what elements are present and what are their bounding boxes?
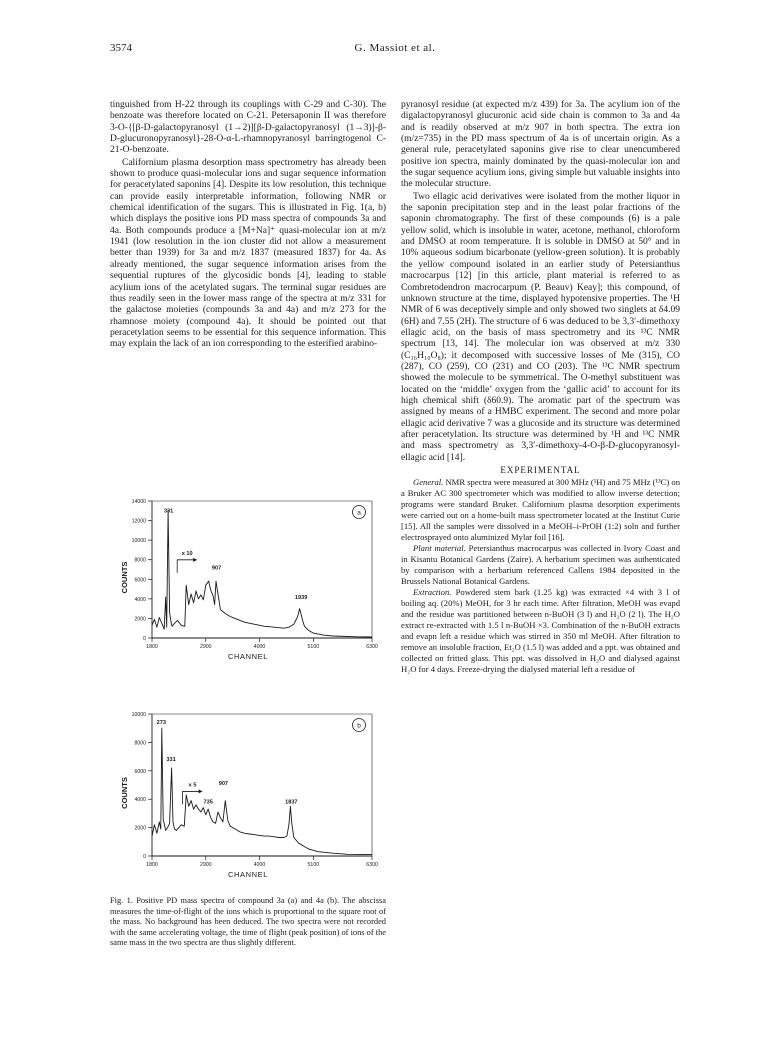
page-number: 3574	[110, 42, 132, 54]
figure-1a	[110, 493, 386, 668]
y-tick-label: 0	[143, 636, 146, 642]
panel-label: a	[357, 509, 361, 517]
x-tick-label: 1800	[146, 644, 158, 650]
y-tick-label: 8000	[134, 740, 146, 747]
peak-annotation: 907	[211, 565, 222, 572]
y-tick-label: 10000	[131, 538, 146, 545]
y-axis-label: COUNTS	[120, 561, 129, 594]
y-tick-label: 4000	[134, 797, 146, 804]
experimental-paragraph	[401, 587, 680, 675]
peak-annotation: 907	[218, 781, 229, 787]
y-tick-label: 10000	[131, 712, 146, 718]
x-tick-label: 2900	[200, 644, 212, 650]
body-paragraph: Two ellagic acid derivatives were isolated from the mother liquor in the saponin precipitation step and in the least polar fractions of the saponin chromatography. The first of these compounds (6) is a pale yellow solid, which is insoluble in water, acetone, methanol, chloroform and DMSO at room temperature. It is soluble in DMSO at 50° and in 10% aqueous sodium bicarbonate (yellow-green solution). It is probably the yellow compound isolated in an earlier study of Petersianthus macrocarpus [12] [in this article, plant material is referred to as Combretodendron macrocarpum (P. Beauv) Keay]; this compound, of unknown structure at the time, displayed hypotensive properties. The ¹H NMR of 6 was deceptively simple and only showed two singlets at δ4.09 (6H) and 7.55 (2H). The structure of 6 was deduced to be 3,3′-dimethoxy ellagic acid, on the basis of mass spectrometry and its ¹³C NMR spectrum [13, 14]. The molecular ion was observed at m/z 330 (C₁₆H₁₀O₈); it decomposed with successive losses of Me (315), CO (287), CO (259), CO (231) and CO (203). The ¹³C NMR spectrum showed the molecule to be symmetrical. The O-methyl substituent was located on the ‘middle’ oxygen from the ‘gallic acid’ to account for its high chemical shift (δ60.9). The aromatic part of the spectrum was assigned by means of a HMBC experiment. The second and more polar ellagic acid derivative 7 was a glucoside and its structure was determined after peracetylation. Its structure was determined by ¹H and ¹³C NMR and mass spectrometry as 3,3′-dimethoxy-4-O-β-D-glucopyranosyl-ellagic acid [14].	[401, 191, 680, 463]
experimental-section	[401, 477, 680, 675]
y-tick-label: 6000	[134, 768, 146, 775]
y-tick-label: 14000	[131, 499, 146, 505]
paragraph-text: Petersianthus macrocarpus was collected in Ivory Coast and in Kisantu Botanical Gardens (Zaire). A herbarium specimen was authenticated by comparison with a herbarium referenced Callens 1984 deposited in the Brussels National Botanical Gardens.	[401, 543, 680, 587]
paragraph-text: NMR spectra were measured at 300 MHz (¹H) and 75 MHz (¹³C) on a Bruker AC 300 spectrometer which was modified to allow inverse detection; programs were standard Bruker. Californium plasma desorption experiments were carried out on a home-built mass spectrometer located at the Institut Curie [15]. All the samples were dissolved in a MeOH–i-PrOH (1:2) soln and further electrosprayed onto aluminized Mylar foil [16].	[401, 477, 680, 543]
peak-annotation: 331	[166, 756, 176, 763]
peak-annotation: 1837	[285, 799, 298, 806]
x-tick-label: 6300	[366, 644, 378, 650]
x-axis-label: CHANNEL	[227, 652, 269, 661]
x-tick-label: 1800	[146, 862, 158, 868]
paragraph-label: General.	[413, 477, 444, 488]
figure-caption	[110, 896, 386, 949]
y-tick-label: 2000	[134, 616, 146, 623]
running-head: G. Massiot et al.	[354, 42, 436, 54]
body-paragraph: tinguished from H-22 through its couplings with C-29 and C-30). The benzoate was therefore located on C-21. Petersaponin II was therefore 3-O-{[β-D-galactopyranosyl (1→2)][β-D-galactopyranosyl (1→3)]-β-D-glucuronopyranosyl}-28-O-α-L-rhamnopyranosyl barringtogenol C-21-O-benzoate.	[110, 100, 386, 156]
scale-arrowhead	[199, 789, 203, 793]
x-axis-label: CHANNEL	[227, 870, 269, 879]
y-tick-label: 0	[143, 854, 146, 860]
right-column	[401, 100, 680, 675]
scale-arrowhead	[193, 558, 197, 562]
y-tick-label: 2000	[134, 825, 146, 832]
page-header	[110, 42, 680, 58]
scale-arrow	[177, 560, 193, 573]
x-tick-label: 5100	[307, 862, 320, 868]
figure-1b	[110, 706, 386, 879]
y-tick-label: 8000	[134, 557, 146, 564]
body-paragraph: Californium plasma desorption mass spectrometry has already been shown to produce quasi-molecular ions and sugar sequence information for peracetylated saponins [4]. Despite its low resolution, this technique can provide easily interpretable information, following NMR or chemical identification of the sugars. This is illustrated in Fig. 1(a, b) which displays the positive ions PD mass spectra of compounds 3a and 4a. Both compounds produce a [M+Na]⁺ quasi-molecular ion at m/z 1941 (low resolution in the ion cluster did not allow a measurement better than 1939) for 3a and m/z 1837 (measured 1837) for 4a. As already mentioned, the sugar sequence information arises from the sequential ruptures of the glycosidic bonds [4], leading to stable acylium ions of the acetylated sugars. The terminal sugar residues are thus readily seen in the lower mass range of the spectra at m/z 331 for the galactose moieties (compounds 3a and 4a) and m/z 273 for the rhamnose moiety (compound 4a). It should be pointed out that peracetylation seems to be essential for this sequence information. This may explain the lack of an ion corresponding to the esterified arabino-	[110, 157, 386, 350]
paragraph-label: Extraction.	[413, 587, 452, 598]
x-tick-label: 6300	[366, 862, 378, 868]
body-paragraph: pyranosyl residue (at expected m/z 439) for 3a. The acylium ion of the digalactopyranosyl glucuronic acid side chain is common to 3a and 4a and is readily observed at m/z 907 in both spectra. The extra ion (m/z=735) in the PD mass spectrum of 4a is of uncertain origin. As a general rule, peracetylated saponins give rise to clear unencumbered positive ion spectra, mainly dominated by the quasi-molecular ion and the sugar sequence acylium ions, giving simple but valuable insights into the molecular structure.	[401, 100, 680, 190]
y-tick-label: 6000	[134, 577, 146, 584]
spectrum-series-line	[152, 508, 372, 637]
caption-text: Positive PD mass spectra of compound 3a (a) and 4a (b). The abscissa measures the time-of-flight of the ions which is proportional to the square root of the mass. No background has been deduced. The two spectra were not recorded with the same accelerating voltage, the time of flight (peak position) of ions of the same mass in the two spectra are thus slightly different.	[110, 896, 386, 948]
paragraph-text: Powdered stem bark (1.25 kg) was extracted ×4 with 3 l of boiling aq. (20%) MeOH, for 3 hr each time. After filtration, MeOH was evapd and the residue was partitioned between n-BuOH (3 l) and H₂O (2 l). The H₂O extract re-extracted with 1.5 l n-BuOH ×3. Combination of the n-BuOH extracts and evapn left a residue which was stirred in 350 ml MeOH. After filtration to remove an insoluble fraction, Et₂O (1.5 l) was added and a ppt. was obtained and collected on fritted glass. This ppt. was dissolved in H₂O and dialysed against H₂O for 4 days. Freeze-drying the dialysed material left a residue of	[401, 587, 680, 675]
peak-annotation: x 5	[188, 782, 197, 789]
y-tick-label: 4000	[134, 596, 146, 603]
panel-label: b	[357, 722, 361, 730]
x-tick-label: 4000	[253, 644, 266, 650]
experimental-paragraph	[401, 543, 680, 587]
paragraph-label: Plant material.	[413, 543, 466, 554]
section-title-experimental: EXPERIMENTAL	[500, 465, 581, 475]
peak-annotation: 273	[156, 719, 166, 726]
left-column	[110, 100, 386, 352]
y-tick-label: 12000	[131, 518, 146, 525]
peak-annotation: 735	[203, 799, 213, 806]
x-tick-label: 2900	[200, 862, 212, 868]
peak-annotation: 1939	[294, 594, 308, 601]
peak-annotation: x 10	[181, 550, 193, 557]
caption-label: Fig. 1.	[110, 896, 133, 905]
experimental-paragraph	[401, 477, 680, 543]
peak-annotation: 331	[163, 508, 174, 515]
mass-spectrum-chart-a	[110, 493, 386, 668]
x-tick-label: 5100	[307, 644, 320, 650]
y-axis-label: COUNTS	[120, 777, 129, 809]
x-tick-label: 4000	[253, 862, 266, 868]
mass-spectrum-chart-b	[110, 706, 386, 879]
